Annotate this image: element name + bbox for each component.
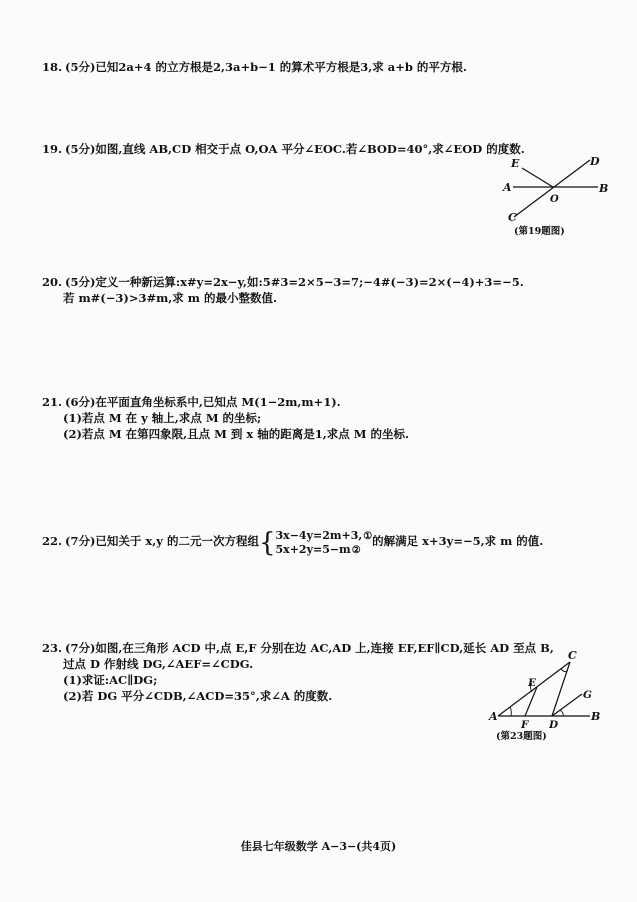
angle-mark-c <box>561 669 567 672</box>
label-e: E <box>528 677 537 689</box>
brace-icon: { <box>258 528 276 558</box>
problem-number: 18. <box>42 60 63 74</box>
segment-ac <box>498 662 570 716</box>
angle-mark-d <box>560 710 563 716</box>
equation-system <box>259 527 372 557</box>
label-b: B <box>599 182 609 195</box>
sub-question-2: (2)若 DG 平分∠CDB,∠ACD=35°,求∠A 的度数. <box>63 689 333 703</box>
problem-text: (7分)如图,在三角形 ACD 中,点 E,F 分别在边 AC,AD 上,连接 EF,EF∥CD,延长 AD 至点 B, <box>65 641 554 655</box>
figure-19 <box>498 150 616 240</box>
equation-2: 5x+2y=5−m <box>275 543 351 556</box>
label-g: G <box>583 689 592 701</box>
problem-number: 19. <box>42 142 63 156</box>
problem-text: 的解满足 x+3y=−5,求 m 的值. <box>372 534 544 548</box>
page-footer: 佳县七年级数学 A−3−(共4页) <box>240 840 397 853</box>
ray-dg <box>552 694 582 716</box>
label-b: B <box>591 710 601 723</box>
segment-cd <box>552 662 570 716</box>
label-c: C <box>568 649 577 662</box>
problem-text: 过点 D 作射线 DG,∠AEF=∠CDG. <box>63 657 254 671</box>
problem-19 <box>42 141 525 157</box>
problem-text: 若 m#(−3)>3#m,求 m 的最小整数值. <box>63 291 277 305</box>
problem-text: (5分)已知2a+4 的立方根是2,3a+b−1 的算术平方根是3,求 a+b 的平方根. <box>65 60 467 74</box>
label-e: E <box>511 157 520 170</box>
label-o: O <box>550 194 559 205</box>
sub-question-1: (1)若点 M 在 y 轴上,求点 M 的坐标; <box>63 411 262 425</box>
label-d: D <box>590 155 600 168</box>
sub-question-1: (1)求证:AC∥DG; <box>63 673 158 687</box>
ray-oe <box>522 168 553 187</box>
problem-text: (5分)如图,直线 AB,CD 相交于点 O,OA 平分∠EOC.若∠BOD=40°,求∠EOD 的度数. <box>65 142 525 156</box>
problem-23 <box>42 640 554 704</box>
problem-20 <box>42 274 524 306</box>
problem-number: 23. <box>42 641 63 655</box>
problem-text: (5分)定义一种新运算:x#y=2x−y,如:5#3=2×5−3=7;−4#(−3)=2×(−4)+3=−5. <box>65 275 524 289</box>
label-c: C <box>508 211 517 224</box>
problem-number: 22. <box>42 534 63 548</box>
problem-text: (6分)在平面直角坐标系中,已知点 M(1−2m,m+1). <box>65 395 341 409</box>
problem-number: 21. <box>42 395 63 409</box>
problem-number: 20. <box>42 275 63 289</box>
problem-21 <box>42 394 409 442</box>
label-f: F <box>521 719 529 731</box>
label-a: A <box>503 181 512 194</box>
line-cd <box>514 160 590 217</box>
label-d: D <box>549 719 559 731</box>
equation-1-mark: ① <box>363 531 373 542</box>
figure-caption: (第19题图) <box>514 226 565 237</box>
label-a: A <box>489 710 498 723</box>
problem-18 <box>42 59 467 75</box>
problem-text: (7分)已知关于 x,y 的二元一次方程组 <box>65 534 259 548</box>
equation-1: 3x−4y=2m+3, <box>275 529 363 542</box>
problem-22 <box>42 526 543 557</box>
equation-2-mark: ② <box>351 545 361 556</box>
angle-mark-a <box>510 707 511 716</box>
figure-caption: (第23题图) <box>496 731 547 742</box>
sub-question-2: (2)若点 M 在第四象限,且点 M 到 x 轴的距离是1,求点 M 的坐标. <box>63 427 409 441</box>
figure-23 <box>486 648 604 744</box>
